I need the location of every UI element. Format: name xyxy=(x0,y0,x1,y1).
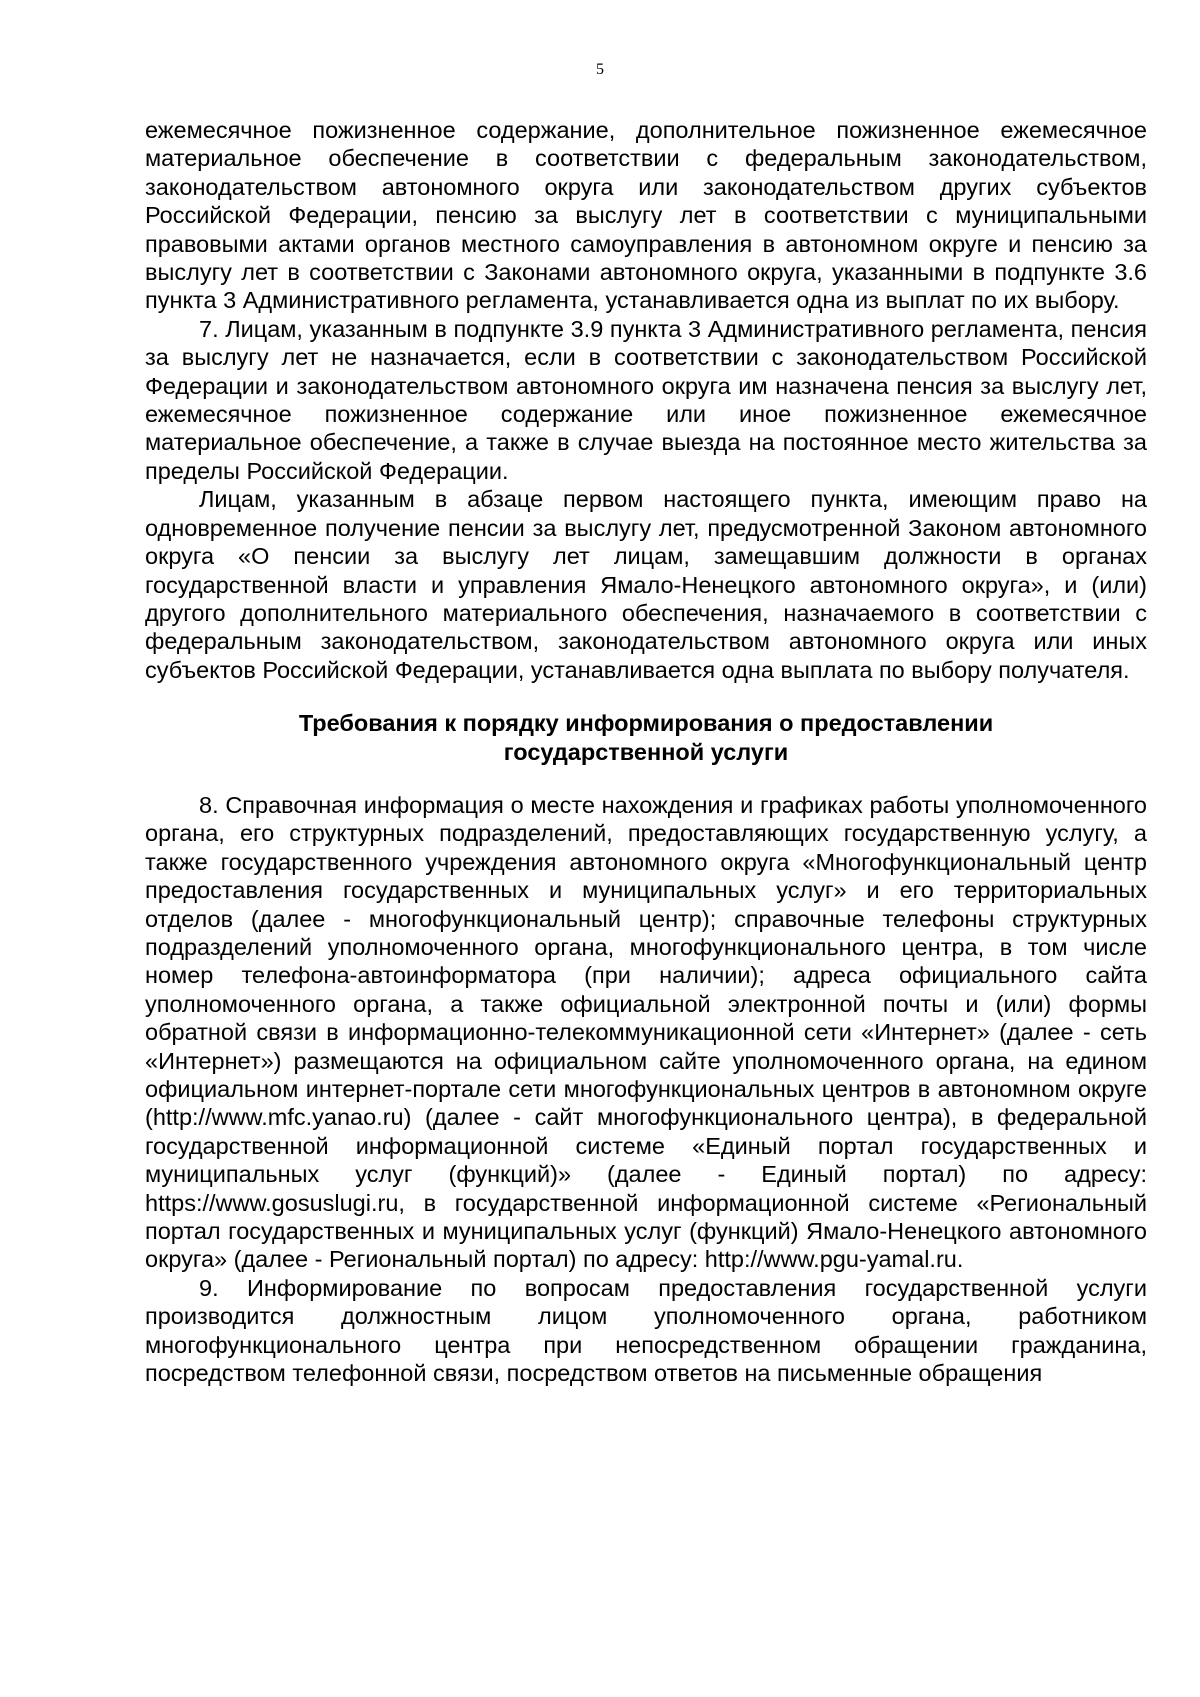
paragraph-6-continuation: ежемесячное пожизненное содержание, дополнительное пожизненное ежемесячное материальное обеспечение в соответствии с федеральным законодательством, законодательством автономного округа или законодательством других субъектов Российской Федерации, пенсию за выслугу лет в соответствии с муниципальными правовыми актами органов местного самоуправления в автономном округе и пенсию за выслугу лет в соответствии с Законами автономного округа, указанными в подпункте 3.6 пункта 3 Административного регламента, устанавливается одна из выплат по их выбору. xyxy=(145,117,1147,314)
paragraph-9: 9. Информирование по вопросам предоставления государственной услуги производится должностным лицом уполномоченного органа, работником многофункционального центра при непосредственном обращении гражданина, посредством телефонной связи, посредством ответов на письменные обращения xyxy=(145,1274,1147,1387)
paragraph-7: 7. Лицам, указанным в подпункте 3.9 пункта 3 Административного регламента, пенсия за выслугу лет не назначается, если в соответствии с законодательством Российской Федерации и законодательством автономного округа им назначена пенсия за выслугу лет, ежемесячное пожизненное содержание или иное пожизненное ежемесячное материальное обеспечение, а также в случае выезда на постоянное место жительства за пределы Российской Федерации. xyxy=(145,315,1147,484)
section-heading xyxy=(145,709,1147,766)
page-number: 5 xyxy=(596,61,604,78)
section-heading-line-1: Требования к порядку информирования о предоставлении xyxy=(298,710,994,737)
document-body xyxy=(145,116,1147,1387)
section-heading-line-2: государственной услуги xyxy=(503,738,789,765)
paragraph-8: 8. Справочная информация о месте нахождения и графиках работы уполномоченного органа, его структурных подразделений, предоставляющих государственную услугу, а также государственного учреждения автономного округа «Многофункциональный центр предоставления государственных и муниципальных услуг» и его территориальных отделов (далее - многофункциональный центр); справочные телефоны структурных подразделений уполномоченного органа, многофункционального центра, в том числе номер телефона-автоинформатора (при наличии); адреса официального сайта уполномоченного органа, а также официальной электронной почты и (или) формы обратной связи в информационно-телекоммуникационной сети «Интернет» (далее - сеть «Интернет») размещаются на официальном сайте уполномоченного органа, на едином официальном интернет-портале сети многофункциональных центров в автономном округе (http://www.mfc.yanao.ru) (далее - сайт многофункционального центра), в федеральной государственной информационной системе «Единый портал государственных и муниципальных услуг (функций)» (далее - Единый портал) по адресу: https://www.gosuslugi.ru, в государственной информационной системе «Региональный портал государственных и муниципальных услуг (функций) Ямало-Ненецкого автономного округа» (далее - Региональный портал) по адресу: http://www.pgu-yamal.ru. xyxy=(145,791,1147,1273)
paragraph-7-second-abzac: Лицам, указанным в абзаце первом настоящего пункта, имеющим право на одновременное получение пенсии за выслугу лет, предусмотренной Законом автономного округа «О пенсии за выслугу лет лицам, замещавшим должности в органах государственной власти и управления Ямало-Ненецкого автономного округа», и (или) другого дополнительного материального обеспечения, назначаемого в соответствии с федеральным законодательством, законодательством автономного округа или иных субъектов Российской Федерации, устанавливается одна выплата по выбору получателя. xyxy=(145,486,1147,683)
